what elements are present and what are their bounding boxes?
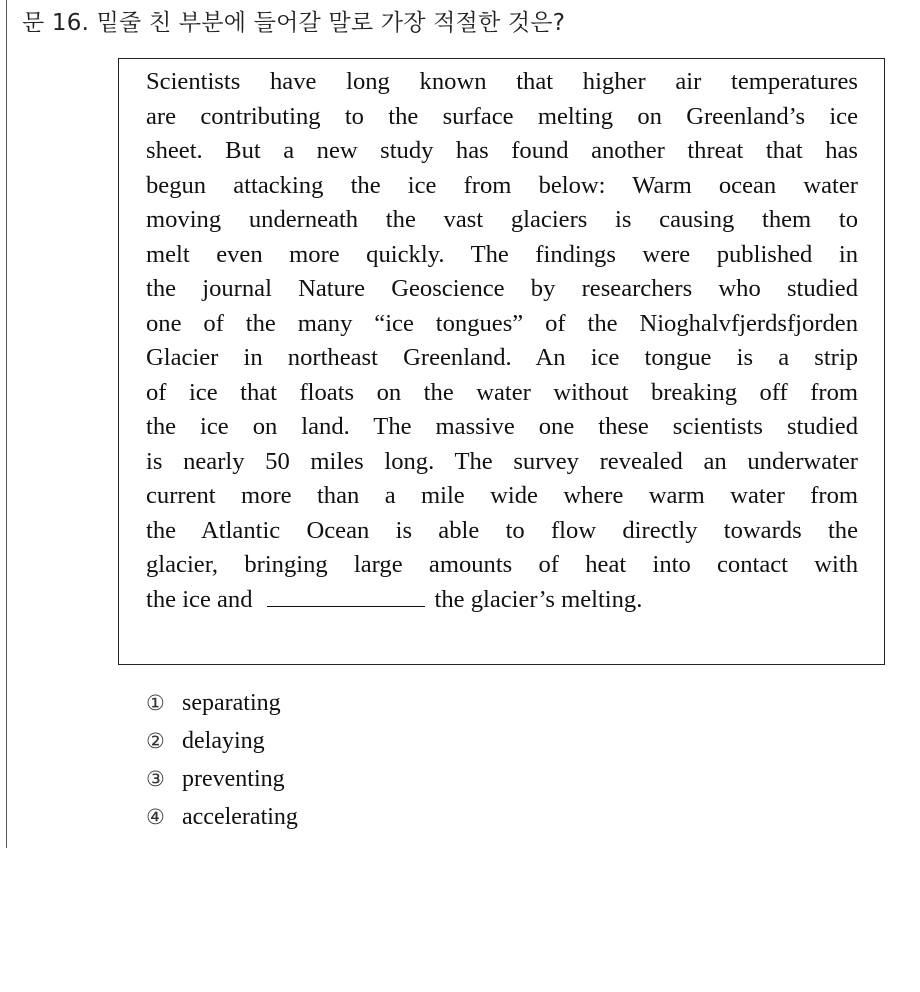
option-1[interactable] — [146, 684, 298, 722]
passage-line: current more than a mile wide where warm water from — [146, 482, 858, 509]
option-text: preventing — [182, 765, 285, 792]
passage-last-line-before: the ice and — [146, 585, 253, 613]
passage-line: Scientists have long known that higher air temperatures — [146, 68, 858, 95]
passage-box — [118, 58, 885, 665]
passage-line: glacier, bringing large amounts of heat into contact with — [146, 551, 858, 578]
option-number: ④ — [146, 805, 165, 829]
option-text: delaying — [182, 727, 265, 754]
passage-line: Glacier in northeast Greenland. An ice tongue is a strip — [146, 344, 858, 371]
passage-line: melt even more quickly. The findings were published in — [146, 240, 858, 268]
option-number: ① — [146, 691, 165, 715]
option-text: accelerating — [182, 803, 298, 830]
passage-line: is nearly 50 miles long. The survey revealed an underwater — [146, 447, 858, 475]
passage-line: are contributing to the surface melting on Greenland’s ice — [146, 102, 858, 130]
passage-line: the journal Nature Geoscience by researchers who studied — [146, 275, 858, 302]
passage-line: one of the many “ice tongues” of the Nioghalvfjerdsfjorden — [146, 309, 858, 337]
answer-options — [146, 684, 298, 836]
option-text: separating — [182, 689, 281, 716]
answer-blank — [267, 588, 425, 607]
option-4[interactable] — [146, 798, 298, 836]
passage-last-line-after: the glacier’s melting. — [434, 585, 643, 613]
passage-line: the ice on land. The massive one these scientists studied — [146, 413, 858, 440]
option-2[interactable] — [146, 722, 298, 760]
question-header: 문 16. 밑줄 친 부분에 들어갈 말로 가장 적절한 것은? — [22, 10, 566, 36]
passage-line: moving underneath the vast glaciers is causing them to — [146, 206, 858, 233]
passage-line: of ice that floats on the water without breaking off from — [146, 378, 858, 406]
option-number: ③ — [146, 767, 165, 791]
option-number: ② — [146, 729, 165, 753]
passage-line: the Atlantic Ocean is able to flow directly towards the — [146, 516, 858, 544]
passage-line: sheet. But a new study has found another threat that has — [146, 137, 858, 164]
passage-last-line — [146, 583, 858, 618]
passage-line: begun attacking the ice from below: Warm ocean water — [146, 171, 858, 199]
left-margin-rule — [6, 0, 7, 848]
option-3[interactable] — [146, 760, 298, 798]
